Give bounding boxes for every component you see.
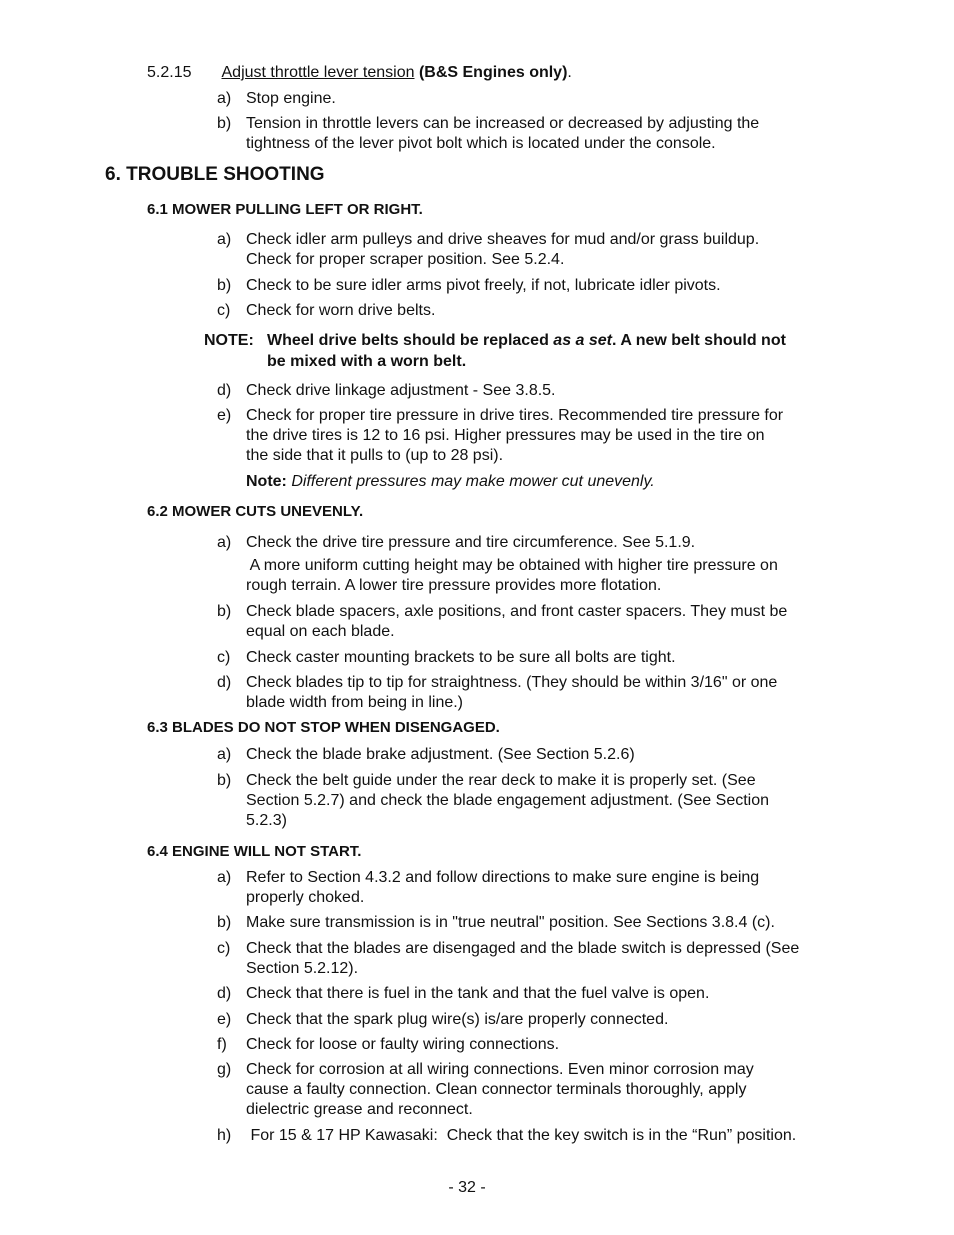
list-item-label: b) (217, 277, 232, 294)
list-item-label: a) (217, 869, 232, 886)
list-item-text: Stop engine. (246, 90, 336, 107)
note-text-c: . A new belt should not (612, 332, 786, 349)
list-item (217, 114, 847, 154)
list-item-text-line: Check that the blades are disengaged and the blade switch is depressed (See (246, 940, 800, 957)
list-item-text-line: properly choked. (246, 889, 365, 906)
list-item-text-line: Check for proper tire pressure in drive tires. Recommended tire pressure for (246, 407, 784, 424)
list-item-text: Check that there is fuel in the tank and that the fuel valve is open. (246, 985, 710, 1002)
list-item-text-line: Check the drive tire pressure and tire circumference. See 5.1.9. (246, 534, 696, 551)
list-item (217, 1060, 847, 1120)
list-item-label: b) (217, 603, 232, 620)
list-item-text: For 15 & 17 HP Kawasaki: Check that the key switch is in the “Run” position. (246, 1127, 797, 1144)
list-item-label: a) (217, 534, 232, 551)
list-item (217, 939, 847, 979)
list-item (217, 602, 847, 642)
page-title: 6. TROUBLE SHOOTING (105, 164, 325, 185)
list-item-text-line: rough terrain. A lower tire pressure provides more flotation. (246, 577, 662, 594)
list-item-text-line: Section 5.2.12). (246, 960, 359, 977)
list-item-text: Check for loose or faulty wiring connections. (246, 1036, 560, 1053)
list-item-text: Check the blade brake adjustment. (See Section 5.2.6) (246, 746, 635, 763)
page-number: - 32 - (448, 1179, 486, 1196)
subsection-heading: 6.4 ENGINE WILL NOT START. (147, 843, 362, 860)
note-text-line (267, 330, 786, 351)
list-item-text: Check that the spark plug wire(s) is/are properly connected. (246, 1011, 669, 1028)
list-item (217, 771, 847, 831)
note-text-a: Wheel drive belts should be replaced (267, 332, 554, 349)
sub-note (246, 472, 655, 492)
list-item-label: e) (217, 1011, 232, 1028)
note-emphasis: as a set (553, 332, 613, 349)
subsection-heading: 6.2 MOWER CUTS UNEVENLY. (147, 503, 364, 520)
section-5-2-15-heading (147, 63, 572, 83)
list-item-label: c) (217, 649, 231, 666)
list-item-label: e) (217, 407, 232, 424)
list-item-text-line: Refer to Section 4.3.2 and follow directions to make sure engine is being (246, 869, 760, 886)
list-item-text-line: Check for corrosion at all wiring connections. Even minor corrosion may (246, 1061, 754, 1078)
list-item-label: c) (217, 302, 231, 319)
list-item-text: Check for worn drive belts. (246, 302, 436, 319)
list-item (217, 230, 847, 270)
list-item-label: f) (217, 1036, 227, 1053)
list-item (217, 868, 847, 908)
list-item-text: Check caster mounting brackets to be sure all bolts are tight. (246, 649, 676, 666)
section-number: 5.2.15 (147, 64, 192, 81)
sub-note-label: Note: (246, 473, 287, 490)
list-item-text-line: equal on each blade. (246, 623, 395, 640)
list-item-text-line: dielectric grease and reconnect. (246, 1101, 473, 1118)
list-item-label: g) (217, 1061, 232, 1078)
list-item-text-line: Check blades tip to tip for straightness. (They should be within 3/16" or one (246, 674, 778, 691)
list-item-text-line: Check idler arm pulleys and drive sheaves for mud and/or grass buildup. (246, 231, 760, 248)
list-item-label: a) (217, 746, 232, 763)
list-item-label: d) (217, 674, 232, 691)
list-item-text-line: the drive tires is 12 to 16 psi. Higher pressures may be used in the tire on (246, 427, 765, 444)
note-text-line: be mixed with a worn belt. (267, 353, 467, 370)
note-prefix: NOTE: (204, 332, 254, 349)
list-item-text-line: Check the belt guide under the rear deck to make it is properly set. (See (246, 772, 756, 789)
list-item-text-line: A more uniform cutting height may be obtained with higher tire pressure on (246, 557, 778, 574)
section-title-period: . (567, 64, 572, 81)
list-item-text-line: Check blade spacers, axle positions, and front caster spacers. They must be (246, 603, 788, 620)
list-item-text-line: blade width from being in line.) (246, 694, 464, 711)
subsection-heading: 6.1 MOWER PULLING LEFT OR RIGHT. (147, 201, 423, 218)
list-item-label: b) (217, 914, 232, 931)
list-item-text-line: Check for proper scraper position. See 5.2.4. (246, 251, 565, 268)
note-block (204, 330, 844, 372)
list-item-label: c) (217, 940, 231, 957)
list-item-text: Check drive linkage adjustment - See 3.8.5. (246, 382, 556, 399)
sub-note-text: Different pressures may make mower cut unevenly. (291, 473, 655, 490)
list-item-text-line: Tension in throttle levers can be increased or decreased by adjusting the (246, 115, 760, 132)
section-title: Adjust throttle lever tension (221, 64, 415, 81)
list-item (217, 533, 847, 597)
subsection-heading: 6.3 BLADES DO NOT STOP WHEN DISENGAGED. (147, 719, 500, 736)
list-item-text: Check to be sure idler arms pivot freely, if not, lubricate idler pivots. (246, 277, 721, 294)
list-item-text: Make sure transmission is in "true neutral" position. See Sections 3.8.4 (c). (246, 914, 775, 931)
list-item-text-line: cause a faulty connection. Clean connector terminals thoroughly, apply (246, 1081, 747, 1098)
list-item-label: d) (217, 985, 232, 1002)
list-item-label: d) (217, 382, 232, 399)
list-item-label: h) (217, 1127, 232, 1144)
list-item (217, 406, 847, 466)
list-item-label: a) (217, 90, 232, 107)
list-item-text-line: tightness of the lever pivot bolt which is located under the console. (246, 135, 716, 152)
list-item-label: a) (217, 231, 232, 248)
list-item-label: b) (217, 772, 232, 789)
list-item-text-line: 5.2.3) (246, 812, 287, 829)
list-item-label: b) (217, 115, 232, 132)
list-item-text-line: Section 5.2.7) and check the blade engagement adjustment. (See Section (246, 792, 770, 809)
list-item (217, 673, 847, 713)
section-title-bold: (B&S Engines only) (418, 64, 568, 81)
list-item-text-line: the side that it pulls to (up to 28 psi). (246, 447, 504, 464)
